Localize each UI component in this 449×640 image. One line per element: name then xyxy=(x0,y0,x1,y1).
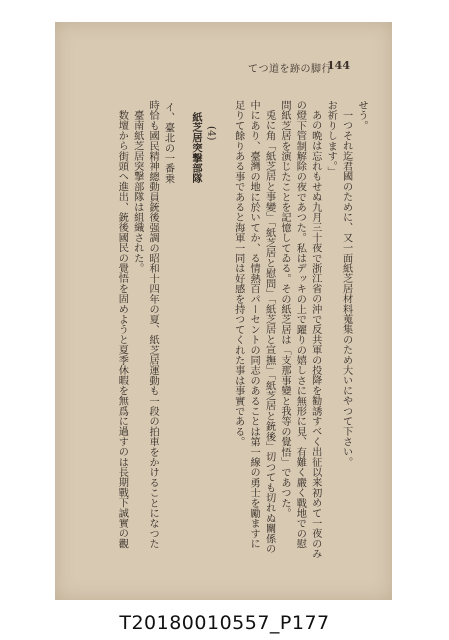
page-body-text xyxy=(81,100,369,580)
text-line: 問紙芝居を演じたことを記憶してゐる。その紙芝居は「支那事變と我等の覺悟」であつた。 xyxy=(278,100,290,519)
blank-line xyxy=(176,100,188,580)
blank-line xyxy=(218,100,230,580)
text-line: 数壇から街頭へ進出、銃後國民の覺悟を固めようと夏季休暇を無爲に過すのは長期戰下誠實の觀 xyxy=(116,110,128,549)
text-line: 兎に角「紙芝居と事變」「紙芝居と慰問」「紙芝居と宣撫」「紙芝居と銃後」切つても切れぬ關係の xyxy=(263,110,275,554)
section-title: 紙芝居突撃部隊 xyxy=(189,112,202,184)
section-number: (4) xyxy=(205,125,217,140)
text-line: の燈下管制解除の夜であつた。私はデッキの上で躍りの嬉しさに無形に見、有難く嚴く戰地での慰 xyxy=(294,100,306,549)
text-line: 時恰も國民精神總動員銃後强調の昭和十四年の夏、紙芝居運動も一段の拍車をかけることになつた xyxy=(147,100,159,549)
text-line: あの晩は忘れもせぬ九月三十夜で浙江省の沖で反共軍の投降を勧誘すべく出征以来初めて一夜のみ xyxy=(309,110,321,559)
text-line: 足りて餘りある事であると海軍一同は好感を持つてくれた事は事實である。 xyxy=(232,100,244,447)
text-line: 臺南紙芝居突撃部隊は組織された。 xyxy=(131,110,143,274)
archive-caption: T20180010557_P177 xyxy=(119,612,330,634)
text-line: 一つそれ迄君國のために、又一面紙芝居材料蒐集のため大いにやつて下さい。 xyxy=(340,110,352,468)
page-number: 144 xyxy=(327,59,350,72)
subheading: イ、臺北の一番乗 xyxy=(162,102,174,184)
book-page xyxy=(55,22,392,600)
text-line: せう。 xyxy=(356,100,367,131)
text-line: お祈りします。」 xyxy=(325,100,337,177)
text-line: 中にあり、臺灣の地に於いてか、る情熱百パーセントの同志のあることは第一線の勇士を勵ますに xyxy=(248,100,260,549)
running-title: てつ道を跡の脚行 xyxy=(248,64,332,75)
